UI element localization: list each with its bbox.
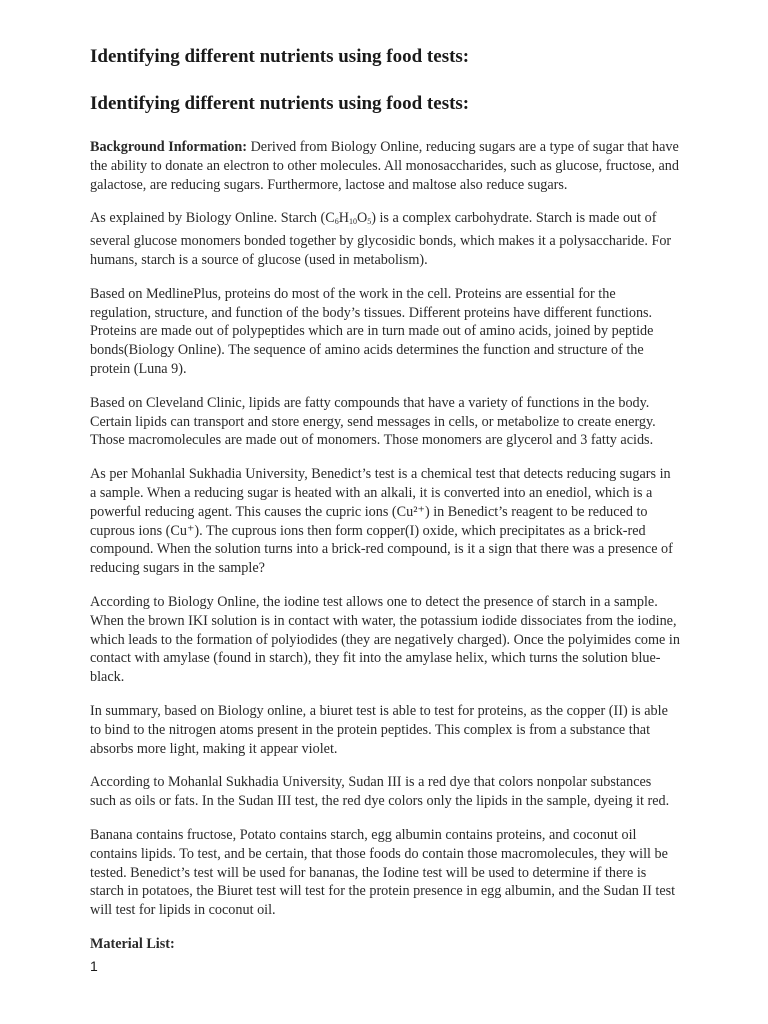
biuret-paragraph: In summary, based on Biology online, a biuret test is able to test for proteins, as the copper (II) is able to bind to the nitrogen atoms present in the protein peptides. This complex is from a substance that absorbs more light, making it appear violet. <box>90 702 668 757</box>
background-paragraph <box>90 138 680 194</box>
starch-sub-o: 5 <box>367 217 372 227</box>
background-label: Background Information: <box>90 139 248 155</box>
starch-sub-h: 10 <box>348 217 357 227</box>
background-text: Derived from Biology Online, reducing sugars are a type of sugar that have the ability to donate an electron to other molecules. All monosaccharides, such as glucose, fructose, and galactose, are reducing sugars. Furthermore, lactose and maltose also reduce sugars. <box>90 139 679 193</box>
hypothesis-paragraph: Banana contains fructose, Potato contains starch, egg albumin contains proteins, and coconut oil contains lipids. To test, and be certain, that those foods do contain those macromolecules, they will be tested. Benedict’s test will be used for bananas, the Iodine test will be used to determine if there is starch in potatoes, the Biuret test will test for the protein presence in egg albumin, and the Sudan II test will test for lipids in coconut oil. <box>90 826 676 919</box>
document-page <box>90 44 680 954</box>
starch-text-c: O <box>356 210 368 227</box>
starch-text-a: As explained by Biology Online. Starch (C <box>90 210 335 227</box>
document-title-repeat: Identifying different nutrients using food tests: <box>90 93 470 114</box>
page-number: 1 <box>90 958 98 974</box>
starch-text-b: H <box>338 210 349 227</box>
material-list-heading: Material List: <box>90 935 175 952</box>
protein-paragraph: Based on MedlinePlus, proteins do most of the work in the cell. Proteins are essential for the regulation, structure, and function of the body’s tissues. Different proteins have different functions. Proteins are made out of polypeptides which are in turn made out of amino acids, joined by peptide bonds(Biology Online). The sequence of amino acids determines the function and structure of the protein (Luna 9). <box>90 285 654 377</box>
starch-paragraph <box>90 209 680 269</box>
lipid-paragraph: Based on Cleveland Clinic, lipids are fatty compounds that have a variety of functions in the body. Certain lipids can transport and store energy, send messages in cells, or metabolize to create energy. Those macromolecules are made out of monomers. Those monomers are glycerol and 3 fatty acids. <box>90 394 656 449</box>
sudan-paragraph: According to Mohanlal Sukhadia University, Sudan III is a red dye that colors nonpolar substances such as oils or fats. In the Sudan III test, the red dye colors only the lipids in the sample, dyeing it red. <box>90 774 670 810</box>
benedict-paragraph: As per Mohanlal Sukhadia University, Benedict’s test is a chemical test that detects reducing sugars in a sample. When a reducing sugar is heated with an alkali, it is converted into an enediol, which is a powerful reducing agent. This causes the cupric ions (Cu²⁺) in Benedict’s reagent to be reduced to cuprous ions (Cu⁺). The cuprous ions then form copper(I) oxide, which precipitates as a brick-red compound. When the solution turns into a brick-red compound, is it a sign that there was a presence of reducing sugars in the sample? <box>90 466 673 577</box>
starch-sub-c: 6 <box>334 217 339 227</box>
iodine-paragraph: According to Biology Online, the iodine test allows one to detect the presence of starch in a sample. When the brown IKI solution is in contact with water, the potassium iodide dissociates from the iodine, which leads to the formation of polyiodides (they are negatively charged). Once the polyimides come in contact with amylase (found in starch), they fit into the amylase helix, which turns the solution blue-black. <box>90 593 680 686</box>
starch-text-d: ) is a complex carbohydrate. Starch is made out of several glucose monomers bonded together by glycosidic bonds, which makes it a polysaccharide. For humans, starch is a source of glucose (used in metabolism). <box>90 210 672 268</box>
document-title: Identifying different nutrients using food tests: <box>90 46 470 67</box>
